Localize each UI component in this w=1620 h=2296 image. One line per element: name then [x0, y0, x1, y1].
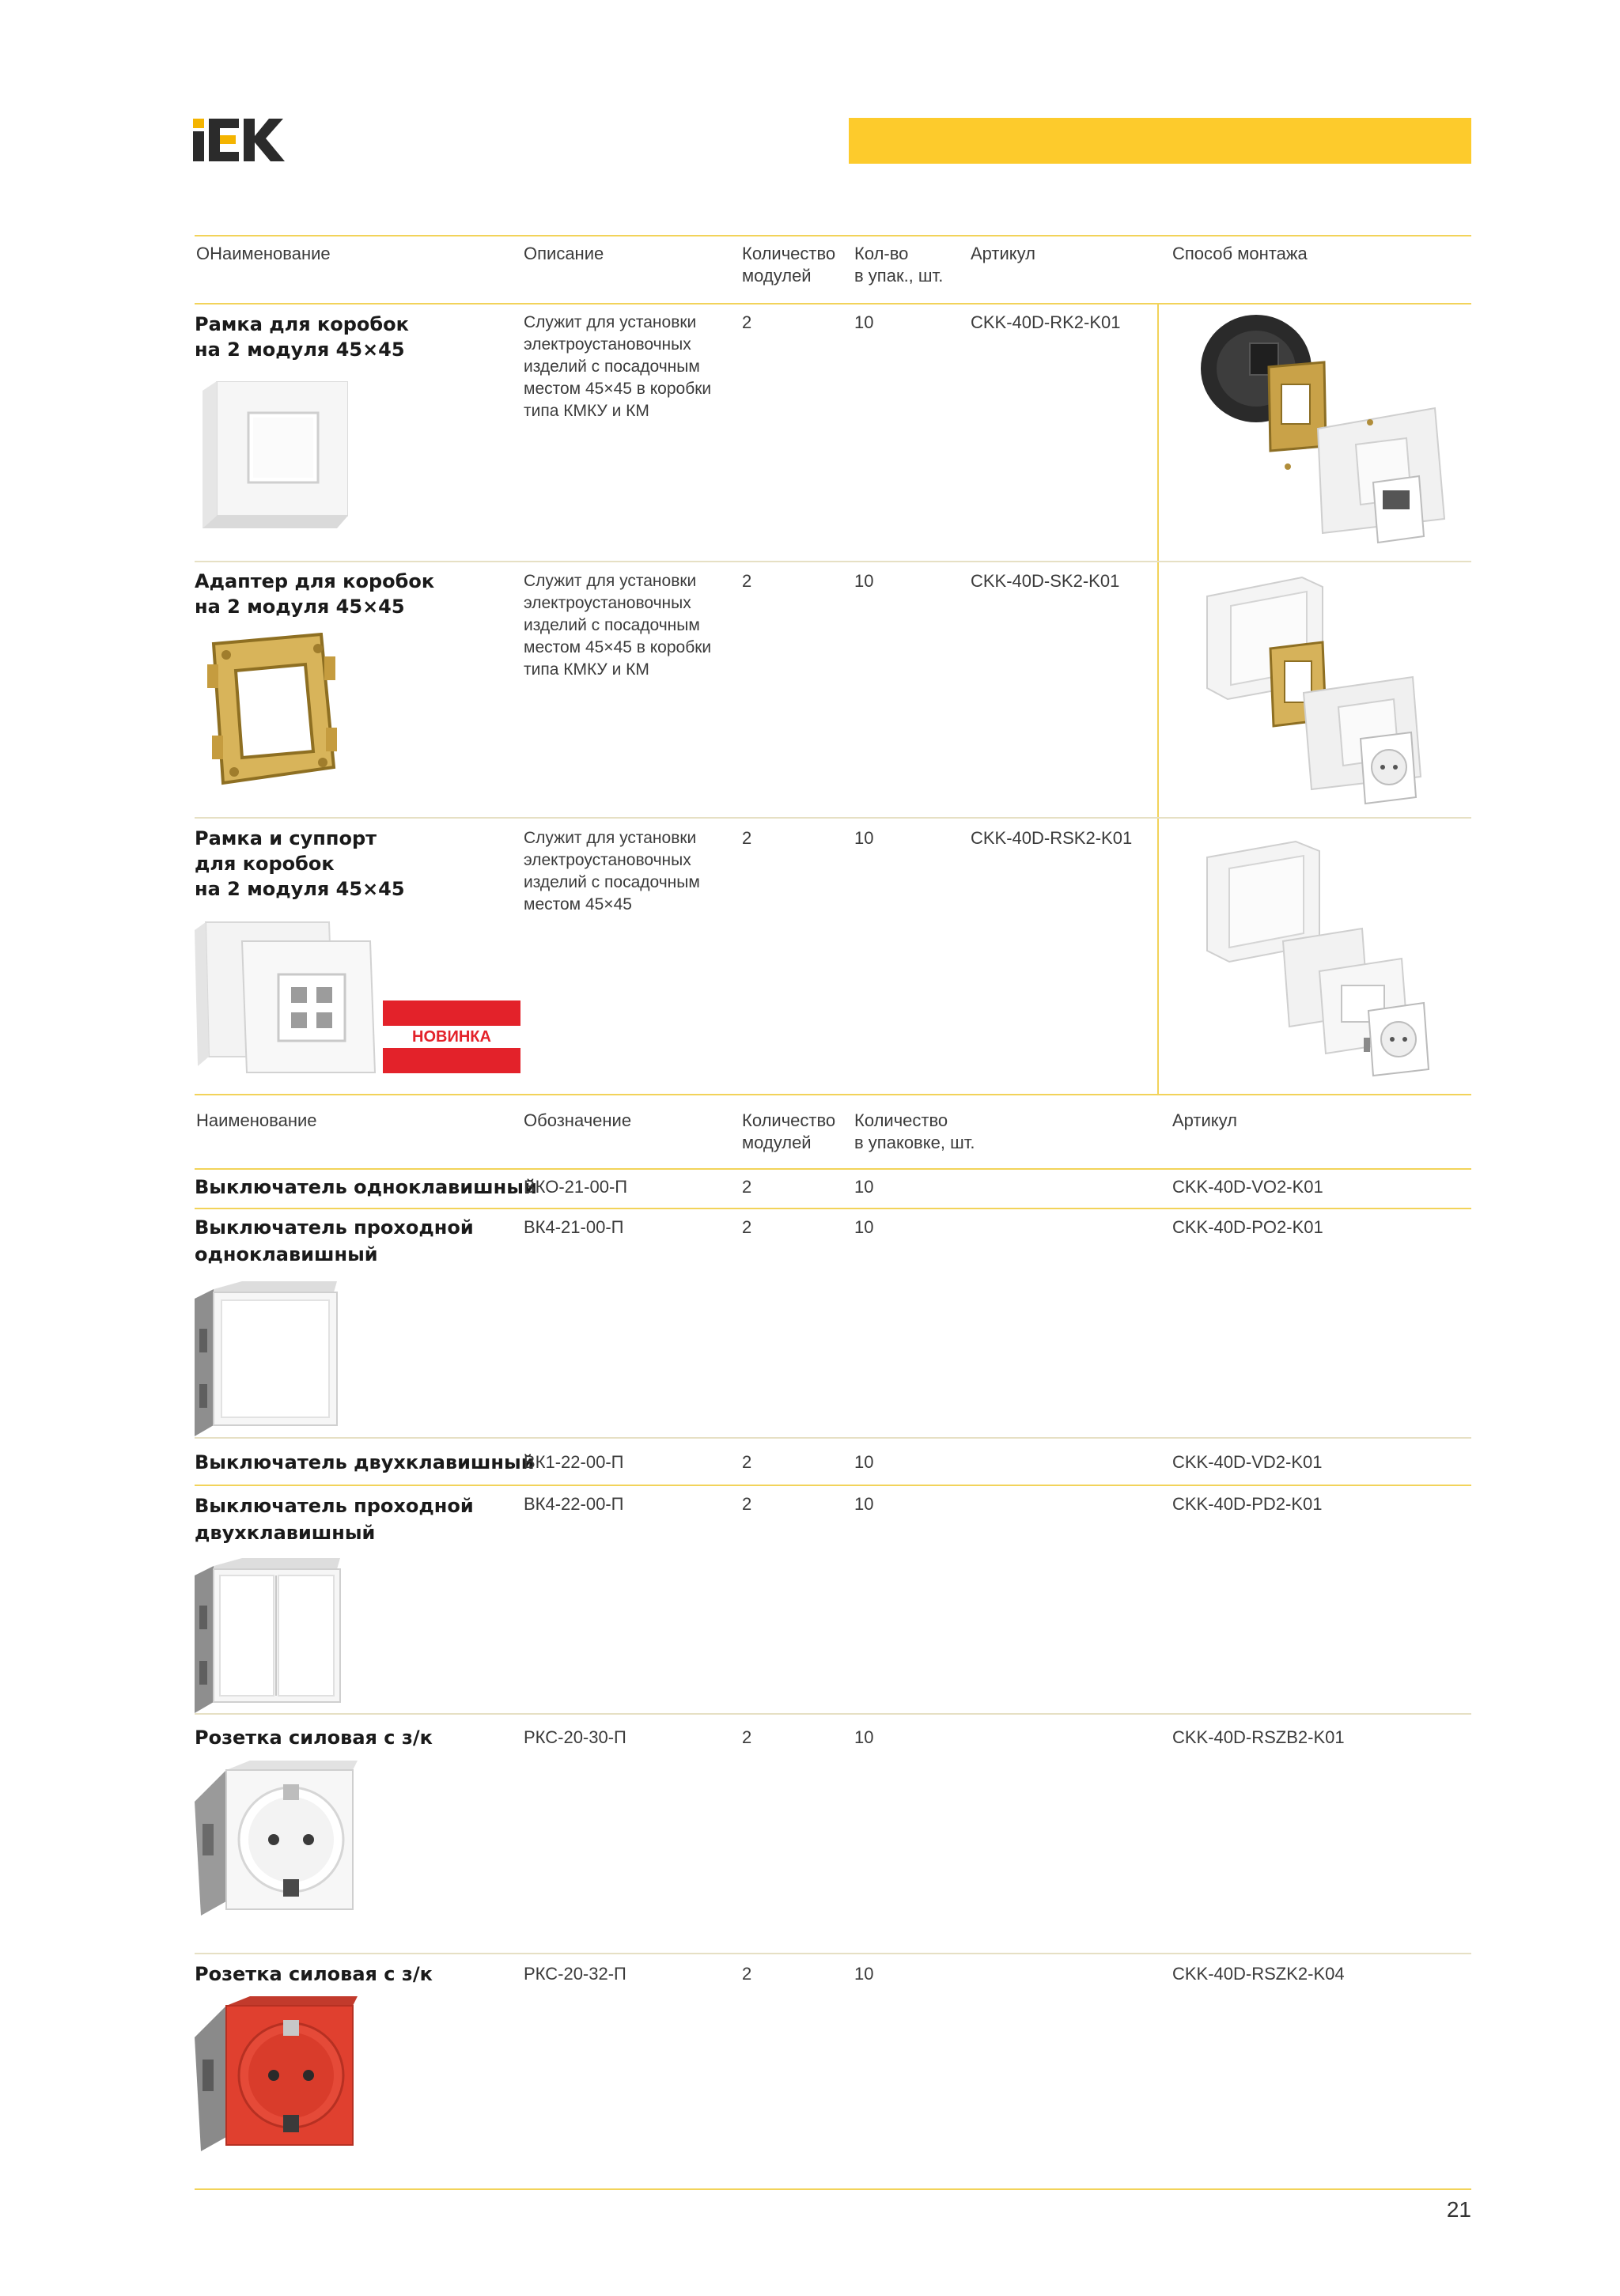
- t2-r4-name-2: двухклавишный: [195, 1522, 376, 1544]
- t1-row2-line: [195, 817, 1471, 819]
- t2-r3-modules: 2: [742, 1452, 752, 1472]
- t2-r4-code: ВК4-22-00-П: [524, 1494, 624, 1514]
- t2-r1-pack: 10: [854, 1177, 874, 1197]
- t1-header-modules-1: Количество: [742, 244, 836, 263]
- socket-red-image: [195, 1996, 358, 2154]
- header-yellow-band: [849, 118, 1471, 164]
- t2-r3-pack: 10: [854, 1452, 874, 1472]
- mounting-image-adapter: [1199, 573, 1460, 811]
- t1-r3-desc-3: изделий с посадочным: [524, 873, 700, 891]
- t2-header-article: Артикул: [1172, 1110, 1238, 1130]
- t1-r3-pack: 10: [854, 828, 874, 848]
- t1-r2-desc-2: электроустановочных: [524, 594, 691, 612]
- t2-r2-pack: 10: [854, 1217, 874, 1237]
- frame-image: [202, 381, 348, 528]
- t1-r3-name-1: Рамка и суппорт: [195, 827, 377, 849]
- t1-r1-name-1: Рамка для коробок: [195, 313, 409, 335]
- t1-header-modules-2: модулей: [742, 266, 812, 286]
- t2-r5-name: Розетка силовая с з/к: [195, 1727, 433, 1749]
- t2-r4-pack: 10: [854, 1494, 874, 1514]
- t2-r3-name: Выключатель двухклавишный: [195, 1451, 535, 1473]
- t2-r5-code: РКС-20-30-П: [524, 1727, 626, 1747]
- t2-row5-line: [195, 1953, 1471, 1954]
- t2-r1-article: CKK-40D-VO2-K01: [1172, 1177, 1323, 1197]
- t2-r4-article: CKK-40D-PD2-K01: [1172, 1494, 1323, 1514]
- t1-r3-modules: 2: [742, 828, 752, 848]
- t2-row3-line: [195, 1485, 1471, 1486]
- t2-r2-article: CKK-40D-PO2-K01: [1172, 1217, 1323, 1237]
- t1-header-pack-2: в упак., шт.: [854, 266, 944, 286]
- t1-header-pack-1: Кол-во: [854, 244, 909, 263]
- t2-r6-article: CKK-40D-RSZK2-K04: [1172, 1964, 1345, 1984]
- t1-r1-desc-4: местом 45×45 в коробки: [524, 380, 712, 398]
- t2-r5-article: CKK-40D-RSZB2-K01: [1172, 1727, 1345, 1747]
- table1-header-line: [195, 303, 1471, 304]
- switch-double-image: [195, 1558, 343, 1715]
- table1-mounting-divider: [1157, 303, 1159, 1094]
- table2-header-line: [195, 1168, 1471, 1170]
- t2-header-pack-1: Количество: [854, 1110, 948, 1130]
- t2-r6-name: Розетка силовая с з/к: [195, 1963, 433, 1985]
- t1-r2-name-1: Адаптер для коробок: [195, 570, 435, 592]
- t1-row1-line: [195, 561, 1471, 562]
- page-number: 21: [1446, 2197, 1471, 2222]
- t1-header-mounting: Способ монтажа: [1172, 244, 1308, 263]
- t1-r2-desc-3: изделий с посадочным: [524, 616, 700, 634]
- t2-r4-modules: 2: [742, 1494, 752, 1514]
- t2-header-designation: Обозначение: [524, 1110, 632, 1130]
- t2-r2-code: ВК4-21-00-П: [524, 1217, 624, 1237]
- t2-r3-code: ВК1-22-00-П: [524, 1452, 624, 1472]
- t1-r2-modules: 2: [742, 571, 752, 591]
- t2-header-pack-2: в упаковке, шт.: [854, 1133, 975, 1152]
- t1-r3-article: CKK-40D-RSK2-K01: [971, 828, 1133, 848]
- t1-r3-desc-4: местом 45×45: [524, 895, 632, 913]
- t1-r3-desc-1: Служит для установки: [524, 829, 697, 847]
- t2-row4-line: [195, 1713, 1471, 1715]
- table1-bottom-line: [195, 1094, 1471, 1095]
- t2-r3-article: CKK-40D-VD2-K01: [1172, 1452, 1323, 1472]
- t1-r3-name-2: для коробок: [195, 853, 335, 875]
- t2-r5-pack: 10: [854, 1727, 874, 1747]
- adapter-image: [202, 633, 345, 788]
- t1-header-article: Артикул: [971, 244, 1036, 263]
- switch-single-image: [195, 1281, 340, 1438]
- t2-r2-name-2: одноклавишный: [195, 1243, 378, 1265]
- t2-r2-name-1: Выключатель проходной: [195, 1216, 474, 1239]
- t1-r1-article: CKK-40D-RK2-K01: [971, 312, 1121, 332]
- t1-r1-desc-3: изделий с посадочным: [524, 357, 700, 376]
- table1-top-line: [195, 235, 1471, 236]
- t1-header-description: Описание: [524, 244, 604, 263]
- t2-header-modules-1: Количество: [742, 1110, 836, 1130]
- t2-r1-code: ВКО-21-00-П: [524, 1177, 628, 1197]
- t1-r1-name-2: на 2 модуля 45×45: [195, 339, 405, 361]
- t1-header-name: ОНаименование: [196, 244, 331, 263]
- mounting-image-frame-support: [1201, 840, 1454, 1079]
- new-badge-label: НОВИНКА: [412, 1028, 491, 1046]
- socket-white-image: [195, 1761, 358, 1919]
- t1-r2-name-2: на 2 модуля 45×45: [195, 596, 405, 618]
- t1-r1-modules: 2: [742, 312, 752, 332]
- iek-logo: [193, 119, 285, 161]
- new-badge: [383, 1000, 520, 1073]
- t2-r2-modules: 2: [742, 1217, 752, 1237]
- t2-r6-modules: 2: [742, 1964, 752, 1984]
- mounting-image-frame: [1193, 312, 1462, 554]
- t1-r1-desc-5: типа КМКУ и КМ: [524, 402, 649, 420]
- page-bottom-line: [195, 2188, 1471, 2190]
- t2-r1-name: Выключатель одноклавишный: [195, 1176, 537, 1198]
- t2-r1-modules: 2: [742, 1177, 752, 1197]
- t2-row2-line: [195, 1437, 1471, 1439]
- t1-r2-desc-4: местом 45×45 в коробки: [524, 638, 712, 656]
- t2-r6-code: РКС-20-32-П: [524, 1964, 626, 1984]
- frame-support-image: [195, 917, 381, 1076]
- t1-r3-desc-2: электроустановочных: [524, 851, 691, 869]
- t1-r2-desc-5: типа КМКУ и КМ: [524, 660, 649, 679]
- t2-header-modules-2: модулей: [742, 1133, 812, 1152]
- t2-r6-pack: 10: [854, 1964, 874, 1984]
- t2-r5-modules: 2: [742, 1727, 752, 1747]
- t1-r1-pack: 10: [854, 312, 874, 332]
- t1-r3-name-3: на 2 модуля 45×45: [195, 878, 405, 900]
- t2-row1-line: [195, 1208, 1471, 1209]
- t2-r4-name-1: Выключатель проходной: [195, 1495, 474, 1517]
- t1-r2-desc-1: Служит для установки: [524, 572, 697, 590]
- t1-r2-article: CKK-40D-SK2-K01: [971, 571, 1120, 591]
- t1-r1-desc-1: Служит для установки: [524, 313, 697, 331]
- t1-r1-desc-2: электроустановочных: [524, 335, 691, 354]
- t1-r2-pack: 10: [854, 571, 874, 591]
- t2-header-name: Наименование: [196, 1110, 317, 1130]
